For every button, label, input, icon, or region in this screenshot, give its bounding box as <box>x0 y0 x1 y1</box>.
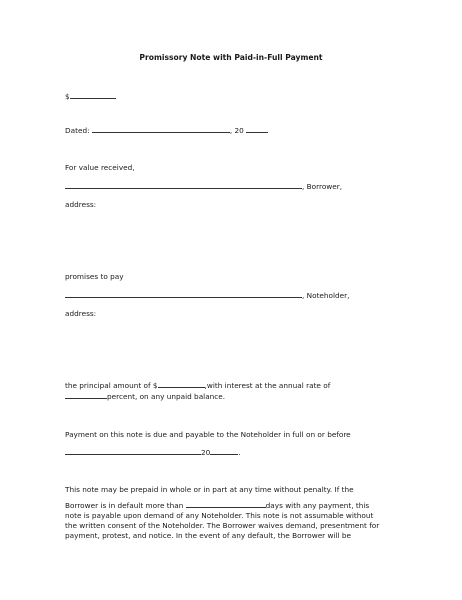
interest-rate-blank[interactable] <box>65 391 107 399</box>
principal-text-3: percent, on any unpaid balance. <box>107 392 226 401</box>
default-days-blank[interactable] <box>186 500 266 508</box>
borrower-address-label: address: <box>65 200 97 209</box>
noteholder-address-label: address: <box>65 309 97 318</box>
principal-line: the principal amount of $ ,with interest at the annual rate of <box>65 381 331 390</box>
principal-text-1: the principal amount of $ <box>65 381 158 390</box>
dated-year: 20 <box>234 126 244 135</box>
payment-date-blank[interactable] <box>65 447 201 455</box>
prepay-text-2a: Borrower is in default more than <box>65 501 184 510</box>
noteholder-name-blank[interactable] <box>65 290 302 298</box>
principal-amount-blank[interactable] <box>158 380 205 388</box>
prepay-line-4: the written consent of the Noteholder. The Borrower waives demand, presentment for <box>65 521 380 530</box>
dated-label: Dated: <box>65 126 90 135</box>
amount-label: $ <box>65 92 70 101</box>
document-title: Promissory Note with Paid-in-Full Payment <box>139 53 323 62</box>
noteholder-line: , Noteholder, <box>65 290 349 301</box>
prepay-line-3: note is payable upon demand of any Noteholder. This note is not assumable without <box>65 511 374 520</box>
payment-date-line: 20 . <box>65 447 241 458</box>
dated-line: Dated: , 20 <box>65 125 268 136</box>
date-blank[interactable] <box>92 125 230 133</box>
borrower-name-blank[interactable] <box>65 181 302 189</box>
amount-line <box>65 91 116 102</box>
for-value-received: For value received, <box>65 163 135 172</box>
payment-year-blank[interactable] <box>210 447 238 455</box>
borrower-line: , Borrower, <box>65 181 342 192</box>
amount-blank[interactable] <box>70 91 116 99</box>
prepay-line-5: payment, protest, and notice. In the event of any default, the Borrower will be <box>65 531 351 540</box>
prepay-text-2b: days with any payment, this <box>265 501 370 510</box>
payment-due-text: Payment on this note is due and payable to the Noteholder in full on or before <box>65 430 351 439</box>
noteholder-label: Noteholder, <box>306 291 350 300</box>
year-blank[interactable] <box>246 125 268 133</box>
principal-text-2: with interest at the annual rate of <box>206 381 331 390</box>
borrower-label: Borrower, <box>306 182 343 191</box>
promises-to-pay: promises to pay <box>65 272 124 281</box>
payment-year: 20 <box>201 448 211 457</box>
prepay-line-1: This note may be prepaid in whole or in part at any time without penalty. If the <box>65 485 354 494</box>
interest-line <box>65 391 225 402</box>
